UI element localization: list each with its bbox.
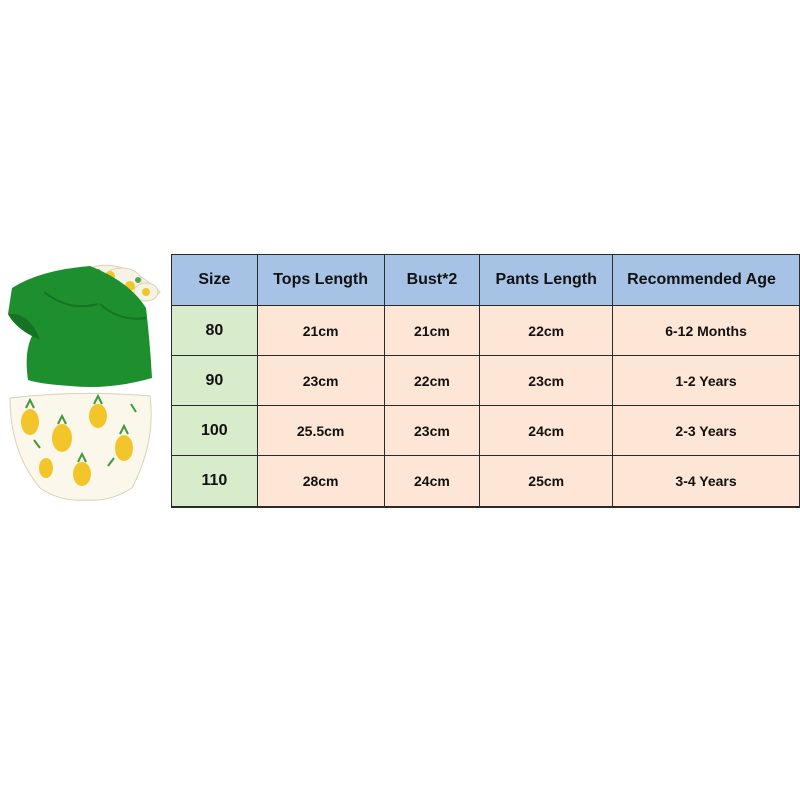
pants-length-cell: 24cm [480,406,613,456]
header-tops-length: Tops Length [257,255,384,306]
pants-length-cell: 23cm [480,356,613,406]
age-cell: 3-4 Years [613,456,800,508]
tops-length-cell: 21cm [257,306,384,356]
pineapple-ruffle-bottoms-icon [10,393,151,500]
bust-cell: 22cm [384,356,480,406]
tops-length-cell: 23cm [257,356,384,406]
header-size: Size [172,255,258,306]
table-row [172,406,800,456]
product-image [0,252,170,502]
age-cell: 6-12 Months [613,306,800,356]
pants-length-cell: 25cm [480,456,613,508]
bust-cell: 21cm [384,306,480,356]
header-recommended-age: Recommended Age [613,255,800,306]
bust-cell: 23cm [384,406,480,456]
pants-length-cell: 22cm [480,306,613,356]
age-cell: 2-3 Years [613,406,800,456]
size-cell: 110 [172,456,258,508]
size-cell: 90 [172,356,258,406]
age-cell: 1-2 Years [613,356,800,406]
header-bust: Bust*2 [384,255,480,306]
table-header-row [172,255,800,306]
table-row [172,356,800,406]
table-row [172,306,800,356]
tops-length-cell: 25.5cm [257,406,384,456]
size-cell: 80 [172,306,258,356]
size-cell: 100 [172,406,258,456]
bust-cell: 24cm [384,456,480,508]
header-pants-length: Pants Length [480,255,613,306]
table-row [172,456,800,508]
size-chart-table [171,254,800,508]
tops-length-cell: 28cm [257,456,384,508]
